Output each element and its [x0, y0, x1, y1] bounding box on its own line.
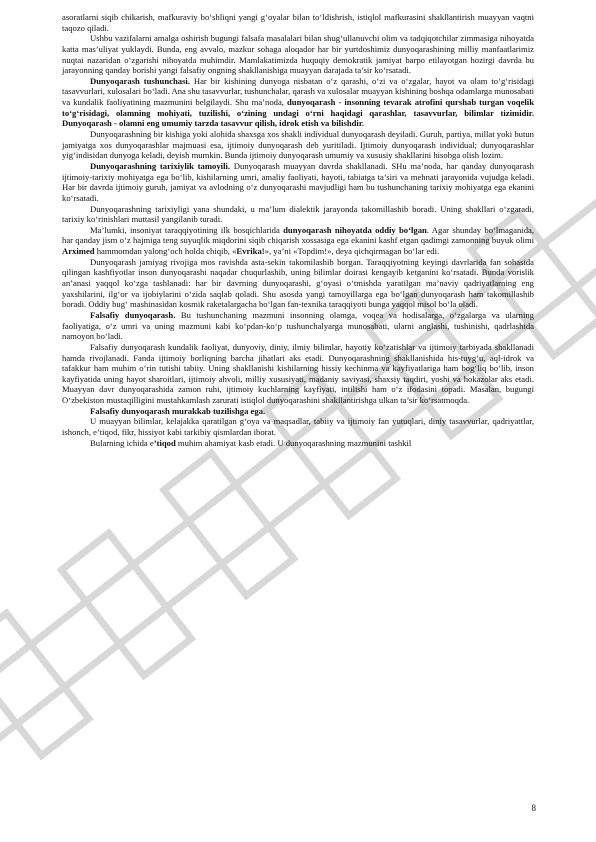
text-run: . Agar shunday bo‘lmaganida, har qanday jism o‘z hajmiga teng suyuqlik miqdorini siqib chiqarish xossasiga ega ekanini kashf etgan qadimgi zamonning buyuk olimi: [62, 224, 534, 246]
text-run: hammomdan yalong‘och holda chiqib, «: [94, 246, 237, 257]
bold-text: Dunyoqarash tushunchasi.: [90, 75, 190, 86]
paragraph: [62, 406, 534, 417]
text-run: », ya’ni «Topdim!», deya qichqirmagan bo‘lar edi.: [264, 246, 440, 257]
bold-text: Evrika!: [236, 246, 265, 257]
paragraph: [62, 12, 534, 33]
paragraph: [62, 225, 534, 257]
paragraph: [62, 204, 534, 225]
text-run: Dunyoqarash jamiyag rivojiga mos ravishda asta-sekin takomilashib borgan. Taraqqiyotning keyingi davrlarida fan sohasida qilingan kashfiyotlar inson dunyoqarashi naqadar chuqurlashib, uning bilimlar doirasi kengayib ketganini ko‘rsatadi. Bunda vorislik an’anasi yaqqol ko‘zga tashlanadi: har bir davrning dunyoqarashi, g‘oyasi o‘tmishda yaratilgan ma’naviy qadriyatlarning eng yaxshilarini, ilg‘or va ijobiylarini o‘zida saqlab qoladi. Shu asosda yangi tamoyillarga ega bo‘lgan dunyoqarash ham takomillashib boradi. Oddiy bug‘ mashinasidan kosmik raketalargacha bo‘lgan fan-texnika taraqqiyoti bunga yaqqol misol bo‘la oladi.: [62, 256, 534, 310]
text-run: Dunyoqarashning tarixiyligi yana shundaki, u ma’lum dialektik jarayonda takomillashib boradi. Uning shakllari o‘zgaradi, tarixiy ko‘rinishlari muttasil yangilanib turadi.: [62, 203, 534, 225]
watermark-stroke: [164, 453, 294, 596]
watermark-stroke: [0, 613, 89, 756]
bold-text: dunyoqarash - insonning tevarak atrofini qurshab turgan voqelik to‘g‘risidagi, olamning mohiyati, tuzilishi, o‘zining undagi o‘rni haqidagi qarashlar, tasavvurlar, bilimlar tizimidir. Dunyoqarash - olamni eng umumiy tarzda tasavvur qilish, idrok etish va bilishdir.: [62, 97, 534, 129]
paragraph: [62, 129, 534, 161]
document-body: [62, 12, 534, 448]
text-run: Bu tushunchaning mazmuni insonning olamga, voqea va hodisalarga, o‘zgalarga va ularning faoliyatiga, o‘z umri va uning mazmuni kabi ko‘pdan-ko‘p tushunchalyarga munosabati, ularni anglashi, tushinishi, qadrlashida namoyon bo‘ladi.: [62, 309, 534, 342]
watermark-stroke: [61, 533, 191, 676]
text-run: Ushbu vazifalarni amalga oshirish bugungi falsafa masalalari bilan shug‘ullanuvchi olim va tadqiqotchilar zimmasiga nihoyatda katta mas’uliyat yuklaydi. Bunda, eng avvalo, mazkur sohaga aloqador har bir yurtdoshimiz dunyoqarashining milliy manfaatlarimiz nuqtai nazaridan o‘zgarishi nihoyatda muhimdir. Mamlakatimizda huquqiy demokratik jamiyat barpo etilayotgan hozirgi davrda bu jarayonning qanday borishi yangi falsafiy ongning shakllanishiga muayyan darajada ta’sir ko‘rsatadi.: [62, 33, 534, 76]
text-run: Falsafiy dunyoqarash kundalik faoliyat, dunyoviy, diniy, ilmiy bilimlar, hayotiy ko‘zatishlar va ijtimoiy tarbiyada shakllanadi hamda rivojlanadi. Fanda ijtimoiy borliqning barcha jihatlari aks etadi. Dunyoqarashning shakllanishida his-tuyg‘u, aql-idrok va tafakkur ham muhim o‘rin tutishi tabiiy. Uning shakllanishi kishilarning hissiy kechinma va kayfiyatlariga ham bog‘liq bo‘lib, inson kayfiyatida uning hayot sharoitlari, ijtimoiy ahvoli, milliy xususiyati, madaniy saviyasi, shaxsiy taqdiri, yoshi va hokazolar aks etadi. Muayyan davr dunyoqarashida zamon ruhi, ijtimoiy kuchlarning kayfiyati, intilishi ham o‘z ifodasini topadi. Masalan, bugungi O‘zbekiston mustaqilligini mustahkamlash zarurati istiqlol dunyoqarashini shakllantirishga ulkan ta’sir ko‘rsatmoqda.: [62, 341, 534, 406]
text-run: Ma’lumki, insoniyat taraqqiyotining ilk bosqichlarida: [90, 224, 284, 235]
bold-text: dunyoqarash nihoyatda oddiy bo‘lgan: [283, 224, 427, 235]
text-run: U muayyan bilimlar, kelajakka qaratilgan g‘oya va maqsadlar, tabiiy va ijtimoiy fan yutuqlari, diniy tasavvurlar, qadriyattlar, ishonch, e’tiqod, fikr, hissiyot kabi tarkibiy qismlardan iborat.: [62, 416, 534, 437]
paragraph: [62, 161, 534, 204]
paragraph: [62, 416, 534, 437]
text-run: Dunyoqarashning bir kishiga yoki alohida shaxsga xos shakli individual dunyoqarash deyiladi. Guruh, partiya, millat yoki butun jamiyatga xos dunyoqarashlar majmuasi esa, ijtimoiy dunyoqarash deb yuritiladi. Ijtimoiy dunyoqarash individual; dunyoqarashlar yig‘indisidan dunyoga keladi, deyish mumkin. Bunda ijtimoiy dunyoqarash umumiy va xususiy shakllarini hisobga olish lozim.: [62, 129, 534, 161]
paragraph: [62, 310, 534, 342]
text-run: Bularning ichida e: [90, 437, 154, 448]
paragraph: [62, 33, 534, 76]
paragraph: [62, 76, 534, 129]
bold-text: Dunyoqarashning tarixiylik tamoyili.: [90, 160, 231, 171]
text-run: muhim ahamiyat kasb etadi. U dunyoqarashning mazmunini tashkil: [175, 437, 412, 448]
text-run: Dunyoqarash muayyan davrda shakllanadi. SHu ma’noda, har qanday dunyoqarash ijtimoiy-tarixiy mohiyatga ega bo‘lib, kishilarning umri, amaliy faoliyati, hayoti, tabiatga ta’siri va mehnati jarayonida vujudga keladi. Har bir davrda ijtimoiy guruh, jamiyat va avlodning o‘z dunyoqarashi mavjudligi ham bu tushunchaning tarixiy mohiyatga ega ekanini ko‘rsatadi.: [62, 160, 534, 203]
paragraph: [62, 257, 534, 310]
text-run: asoratlarni siqib chikarish, mafkuraviy bo‘shliqni yangi g‘oyalar bilan to‘ldishrish, istiqlol mafkurasini shakllantirish muayyan vaqtni taqozo qiladi.: [62, 12, 534, 33]
bold-text: Arximed: [62, 246, 95, 257]
paragraph: [62, 438, 534, 449]
bold-text: Falsafiy dunyoqarash.: [90, 309, 176, 320]
bold-text: ’tiqod: [153, 437, 176, 448]
text-run: Har bir kishining dunyoga nisbatan o‘z qarashi, o‘zi va o‘zgalar, hayot va olam to‘g‘risidagi tasavvurlari, xulosalari bo‘ladi. Ana shu tasavvurlar, tushunchalar, qarash va xulosalar muayyan kishining boshqa odamlarga munosabati va kundalik faoliyatining mazmunini belgilaydi. Shu ma’noda,: [62, 75, 534, 108]
page-number: 8: [531, 803, 536, 813]
bold-text: Falsafiy dunyoqarash murakkab tuzilishga ega.: [90, 405, 266, 416]
paragraph: [62, 342, 534, 406]
